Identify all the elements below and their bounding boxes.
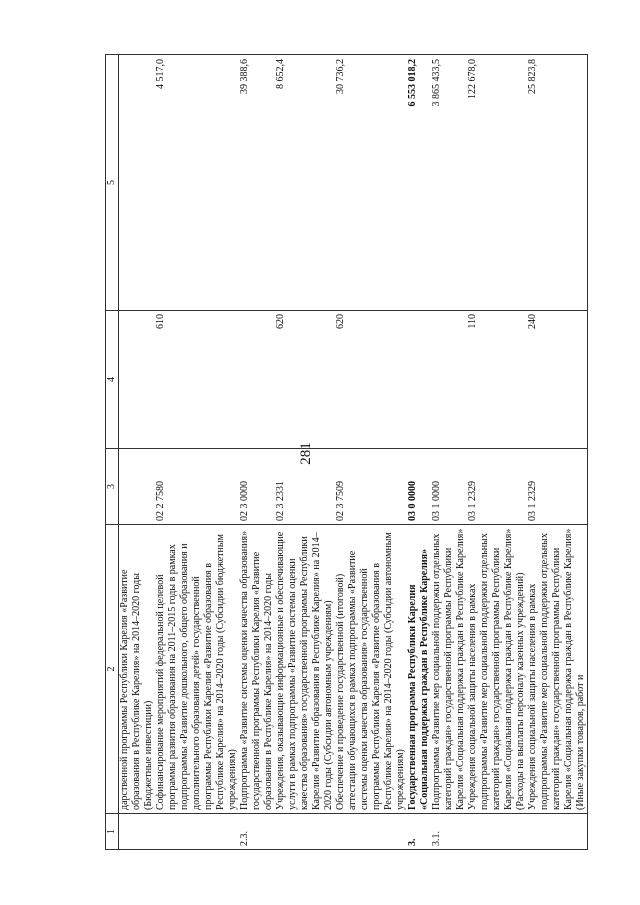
row-type-cell: [407, 311, 431, 449]
row-name-cell: Софинансирование мероприятий федеральной целевой программы развития образования на 2011–2015 годы в рамках подпрограммы «Развитие дошкольного, общего образования и дополнительного образования детей» государственной программы Республики Карелия «Развитие образования в Республике Карелия» на 2014–2020 годы (Субсидии бюджетным учреждениям): [155, 525, 239, 814]
row-code-cell: 03 1 2329: [467, 449, 527, 525]
row-name-cell: Учреждения социальной защиты населения в рамках подпрограммы «Развитие мер социальной поддержки отдельных категорий граждан» государственной программы Республики Карелия «Социальная поддержка граждан в Республике Карелия» (Расходы на выплаты персоналу казенных учреждений): [467, 525, 527, 814]
row-name-cell: Учреждения, оказывающие информационные и обеспечивающие услуги в рамках подпрограммы «Развитие системы оценки качества образования» государственной программы Республики Карелия «Развитие образования в Республике Карелия» на 2014–2020 годы (Субсидии автономным учреждениям): [275, 525, 335, 814]
row-type-cell: [119, 311, 156, 449]
table-row: [239, 55, 275, 850]
row-amount-cell: 3 865 433,5: [431, 55, 467, 311]
row-name-cell: Подпрограмма «Развитие мер социальной поддержки отдельных категорий граждан» государственной программы Республики Карелия «Социальная поддержка граждан в Республике Карелия»: [431, 525, 467, 814]
row-amount-cell: 4 517,0: [155, 55, 239, 311]
row-number-cell: 3.: [407, 814, 431, 850]
row-amount-cell: 30 736,2: [335, 55, 407, 311]
header-cell-1: 1: [106, 814, 119, 850]
row-code-cell: 02 3 7509: [335, 449, 407, 525]
row-number-cell: [527, 814, 588, 850]
row-number-cell: [275, 814, 335, 850]
row-type-cell: 610: [155, 311, 239, 449]
row-number-cell: [119, 814, 156, 850]
table-row: [155, 55, 239, 850]
header-cell-2: 2: [106, 525, 119, 814]
row-code-cell: 03 1 2329: [527, 449, 588, 525]
budget-table: [105, 54, 588, 850]
table-row: [275, 55, 335, 850]
header-cell-3: 3: [106, 449, 119, 525]
row-type-cell: 620: [335, 311, 407, 449]
row-code-cell: 03 0 0000: [407, 449, 431, 525]
row-name-cell: Государственная программа Республики Карелия «Социальная поддержка граждан в Республике Карелия»: [407, 525, 431, 814]
row-number-cell: 3.1.: [431, 814, 467, 850]
row-code-cell: 02 3 0000: [239, 449, 275, 525]
row-type-cell: 620: [275, 311, 335, 449]
row-amount-cell: 6 553 018,2: [407, 55, 431, 311]
table-row: [119, 55, 156, 850]
table-row: [431, 55, 467, 850]
table-row: [335, 55, 407, 850]
row-code-cell: [119, 449, 156, 525]
row-name-cell: Учреждения социальной защиты населения в рамках подпрограммы «Развитие мер социальной поддержки отдельных категорий граждан» государственной программы Республики Карелия «Социальная поддержка граждан в Республике Карелия» (Иные закупки товаров, работ и: [527, 525, 588, 814]
row-type-cell: 240: [527, 311, 588, 449]
row-number-cell: 2.3.: [239, 814, 275, 850]
row-name-cell: Обеспечение и проведение государственной (итоговой) аттестации обучающихся в рамках подпрограммы «Развитие системы оценки качества образования» государственной программы Республики Карелия «Развитие образования в Республике Карелия» на 2014–2020 годы (Субсидии автономным учреждениям): [335, 525, 407, 814]
row-type-cell: 110: [467, 311, 527, 449]
row-amount-cell: 25 823,8: [527, 55, 588, 311]
row-number-cell: [467, 814, 527, 850]
row-name-cell: дарственной программы Республики Карелия «Развитие образования в Республике Карелия» на 2014–2020 годы (Бюджетные инвестиции): [119, 525, 156, 814]
row-code-cell: 02 2 7580: [155, 449, 239, 525]
table-row: [467, 55, 527, 850]
row-amount-cell: 8 652,4: [275, 55, 335, 311]
row-amount-cell: 39 388,6: [239, 55, 275, 311]
row-code-cell: 02 3 2331: [275, 449, 335, 525]
row-code-cell: 03 1 0000: [431, 449, 467, 525]
row-type-cell: [239, 311, 275, 449]
row-number-cell: [335, 814, 407, 850]
header-row: [106, 55, 119, 850]
table-row: [407, 55, 431, 850]
row-type-cell: [431, 311, 467, 449]
page-number: 281: [297, 442, 314, 465]
table-row: [527, 55, 588, 850]
header-cell-4: 4: [106, 311, 119, 449]
row-name-cell: Подпрограмма «Развитие системы оценки качества образования» государственной программы Республики Карелия «Развитие образования в Республике Карелия» на 2014–2020 годы: [239, 525, 275, 814]
row-amount-cell: [119, 55, 156, 311]
row-amount-cell: 122 678,0: [467, 55, 527, 311]
budget-table-sheet: [105, 55, 586, 850]
header-cell-5: 5: [106, 55, 119, 311]
row-number-cell: [155, 814, 239, 850]
